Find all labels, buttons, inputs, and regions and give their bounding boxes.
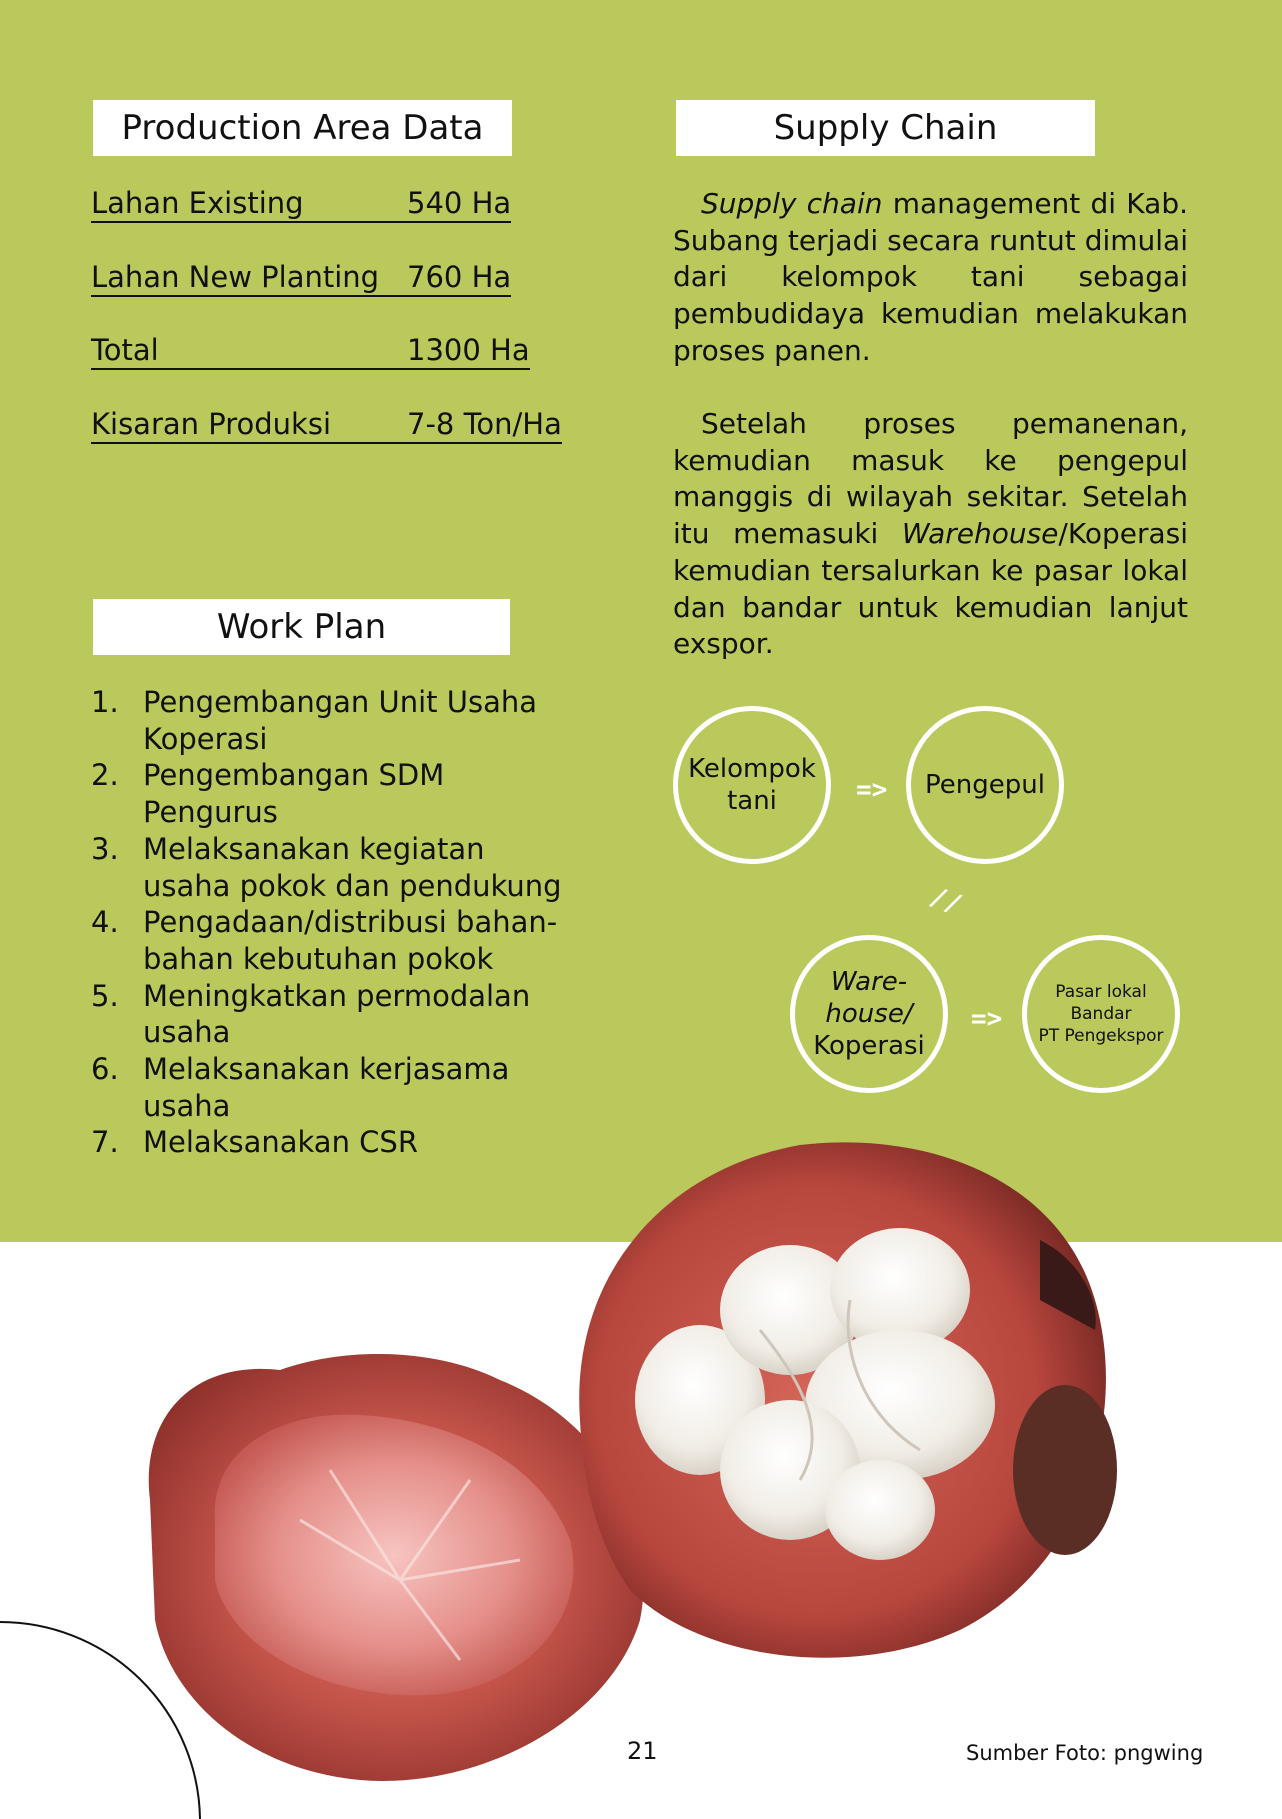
- paragraph-text: Setelah proses pemanenan, kemudian masuk ke pengepul manggis di wilayah sekitar. Setelah itu memasuki: [673, 407, 1188, 551]
- item-text: Melaksanakan kerjasama usaha: [143, 1052, 510, 1123]
- page-number: 21: [627, 1737, 658, 1765]
- item-text: Meningkatkan permodalan usaha: [143, 978, 531, 1050]
- item-number: 1.: [91, 685, 119, 719]
- node-label: Kelompok: [688, 754, 816, 784]
- area-label: Lahan New Planting: [91, 260, 380, 294]
- node-label: tani: [727, 786, 777, 816]
- paragraph-text: management di Kab. Subang terjadi secara runtut dimulai dari kelompok tani sebagai pembudidaya kemudian melakukan proses panen.: [673, 187, 1188, 367]
- area-label: Lahan Existing: [91, 186, 304, 220]
- area-value: 7-8 Ton/Ha: [407, 407, 562, 441]
- area-value: 760 Ha: [407, 260, 512, 294]
- item-number: 4.: [91, 905, 119, 940]
- item-text: Pengembangan SDM Pengurus: [143, 758, 445, 830]
- area-value: 540 Ha: [407, 186, 512, 220]
- arrow-right-icon: =>: [856, 775, 888, 805]
- warehouse-term: Warehouse: [901, 517, 1059, 551]
- arrow-down-icon: //: [925, 881, 966, 921]
- node-label: Pasar lokal: [1055, 982, 1147, 1002]
- paragraph-text: /Koperasi kemudian tersalurkan ke pasar lokal dan bandar untuk kemudian lanjut exspor.: [673, 517, 1188, 661]
- area-label: Kisaran Produksi: [91, 407, 332, 441]
- node-label: house/: [825, 999, 913, 1029]
- item-text: Melaksanakan CSR: [143, 1125, 418, 1160]
- supply-chain-term: Supply chain: [701, 187, 883, 220]
- production-area-title: Production Area Data: [93, 100, 512, 156]
- item-number: 5.: [91, 978, 119, 1013]
- node-label: Pengepul: [925, 770, 1045, 800]
- work-plan-title: Work Plan: [93, 599, 510, 655]
- item-text: Pengadaan/distribusi bahan-bahan kebutuhan pokok: [143, 905, 558, 976]
- item-number: 7.: [91, 1125, 119, 1160]
- area-value: 1300 Ha: [407, 333, 530, 367]
- arrow-right-icon: =>: [971, 1004, 1003, 1034]
- supply-chain-title: Supply Chain: [676, 100, 1095, 156]
- area-label: Total: [91, 333, 159, 367]
- item-number: 2.: [91, 758, 119, 793]
- node-label: PT Pengekspor: [1038, 1026, 1164, 1046]
- item-text: Pengembangan Unit Usaha Koperasi: [143, 685, 538, 756]
- photo-credit: Sumber Foto: pngwing: [966, 1741, 1204, 1765]
- node-label: Bandar: [1070, 1004, 1132, 1024]
- node-label: Ware-: [830, 967, 908, 997]
- node-label: Koperasi: [813, 1031, 925, 1061]
- item-text: Melaksanakan kegiatan usaha pokok dan pendukung: [143, 831, 562, 903]
- item-number: 3.: [91, 831, 119, 866]
- item-number: 6.: [91, 1052, 119, 1087]
